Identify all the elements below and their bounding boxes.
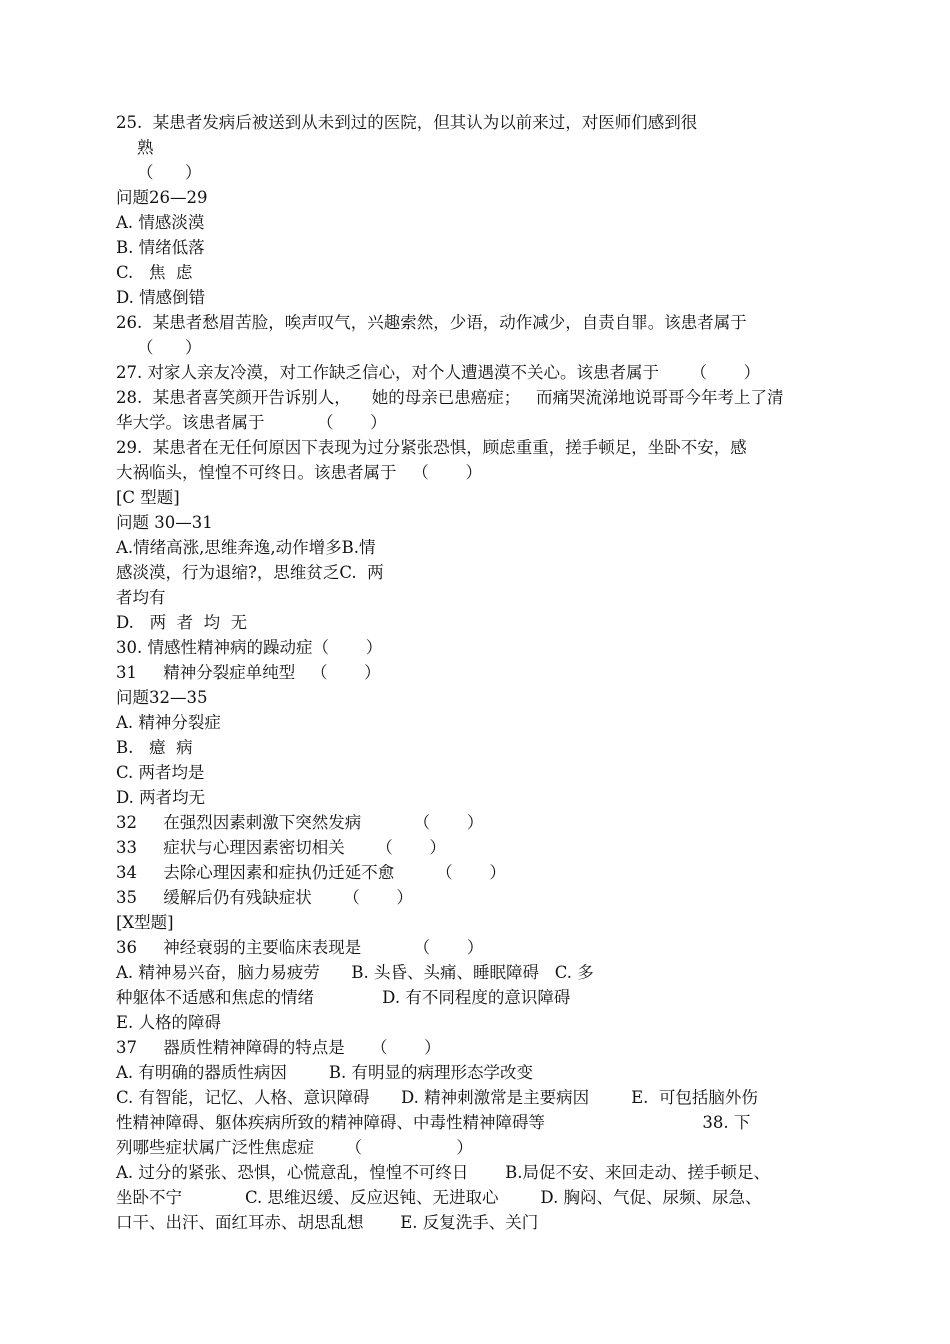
question-25-line-2: 熟 bbox=[116, 138, 154, 157]
group-32-35-heading: 问题32—35 bbox=[116, 688, 208, 707]
section-x-heading: [X型题] bbox=[116, 913, 174, 932]
option-d-both-none: D. 两 者 均 无 bbox=[116, 613, 248, 632]
option-c: C. 焦 虑 bbox=[116, 263, 193, 282]
question-28-line-2: 华大学。该患者属于 （ ） bbox=[116, 413, 387, 432]
question-38-options-line-2: 坐卧不宁 C. 思维迟缓、反应迟钝、无进取心 D. 胸闷、气促、尿频、尿急、 bbox=[116, 1188, 762, 1207]
document-page bbox=[116, 110, 856, 1235]
question-37-options-line-2: C. 有智能，记忆、人格、意识障碍 D. 精神刺激常是主要病因 E. 可包括脑外伤 bbox=[116, 1088, 758, 1107]
question-26-line-1: 26. 某患者愁眉苦脸，唉声叹气，兴趣索然，少语，动作减少，自责自罪。该患者属于 bbox=[116, 313, 747, 332]
option-d-neither: D. 两者均无 bbox=[116, 788, 206, 807]
question-27: 27. 对家人亲友冷漠，对工作缺乏信心，对个人遭遇漠不关心。该患者属于 （ ） bbox=[116, 363, 761, 382]
question-29-line-2: 大祸临头，惶惶不可终日。该患者属于 （ ） bbox=[116, 463, 482, 482]
question-25-answer-blank: （ ） bbox=[116, 163, 202, 182]
section-c-heading: [C 型题] bbox=[116, 488, 180, 507]
question-29-line-1: 29. 某患者在无任何原因下表现为过分紧张恐惧，顾虑重重，搓手顿足，坐卧不安，感 bbox=[116, 438, 747, 457]
question-38-options-line-3: 口干、出汗、面红耳赤、胡思乱想 E. 反复洗手、关门 bbox=[116, 1213, 539, 1232]
question-36-options-line-1: A. 精神易兴奋，脑力易疲劳 B. 头昏、头痛、睡眠障碍 C. 多 bbox=[116, 963, 594, 982]
group-30-31-heading: 问题 30—31 bbox=[116, 513, 213, 532]
options-line-1: A.情绪高涨,思维奔逸,动作增多B.情 bbox=[116, 538, 376, 557]
question-25-line-1: 25. 某患者发病后被送到从未到过的医院，但其认为以前来过，对医师们感到很 bbox=[116, 113, 698, 132]
question-36-options-line-2: 种躯体不适感和焦虑的情绪 D. 有不同程度的意识障碍 bbox=[116, 988, 571, 1007]
group-26-29-heading: 问题26—29 bbox=[116, 188, 208, 207]
option-a: A. 情感淡漠 bbox=[116, 213, 205, 232]
question-31: 31 精神分裂症单纯型 （ ） bbox=[116, 663, 381, 682]
question-36: 36 神经衰弱的主要临床表现是 （ ） bbox=[116, 938, 484, 957]
question-34: 34 去除心理因素和症执仍迁延不愈 （ ） bbox=[116, 863, 506, 882]
question-35: 35 缓解后仍有残缺症状 （ ） bbox=[116, 888, 413, 907]
options-line-2: 感淡漠，行为退缩?，思维贫乏C. 两 bbox=[116, 563, 384, 582]
option-c-both: C. 两者均是 bbox=[116, 763, 205, 782]
question-32: 32 在强烈因素刺激下突然发病 （ ） bbox=[116, 813, 484, 832]
option-a-schizophrenia: A. 精神分裂症 bbox=[116, 713, 221, 732]
question-36-option-e: E. 人格的障碍 bbox=[116, 1013, 222, 1032]
question-28-line-1: 28. 某患者喜笑颜开告诉别人， 她的母亲已患癌症； 而痛哭流涕地说哥哥今年考上了清 bbox=[116, 388, 784, 407]
options-line-3: 者均有 bbox=[116, 588, 166, 607]
question-38-line: 列哪些症状属广泛性焦虑症 （ ） bbox=[116, 1138, 473, 1157]
question-37-options-line-3: 性精神障碍、躯体疾病所致的精神障碍、中毒性精神障碍等 38. 下 bbox=[116, 1113, 751, 1132]
question-26-answer-blank: （ ） bbox=[116, 338, 202, 357]
option-b-hysteria: B. 癔 病 bbox=[116, 738, 193, 757]
option-d: D. 情感倒错 bbox=[116, 288, 206, 307]
question-38-options-line-1: A. 过分的紧张、恐惧，心慌意乱，惶惶不可终日 B.局促不安、来回走动、搓手顿足、 bbox=[116, 1163, 770, 1182]
option-b: B. 情绪低落 bbox=[116, 238, 205, 257]
question-30: 30. 情感性精神病的躁动症（ ） bbox=[116, 638, 383, 657]
question-37: 37 器质性精神障碍的特点是 （ ） bbox=[116, 1038, 441, 1057]
question-33: 33 症状与心理因素密切相关 （ ） bbox=[116, 838, 446, 857]
question-37-options-line-1: A. 有明确的器质性病因 B. 有明显的病理形态学改变 bbox=[116, 1063, 533, 1082]
